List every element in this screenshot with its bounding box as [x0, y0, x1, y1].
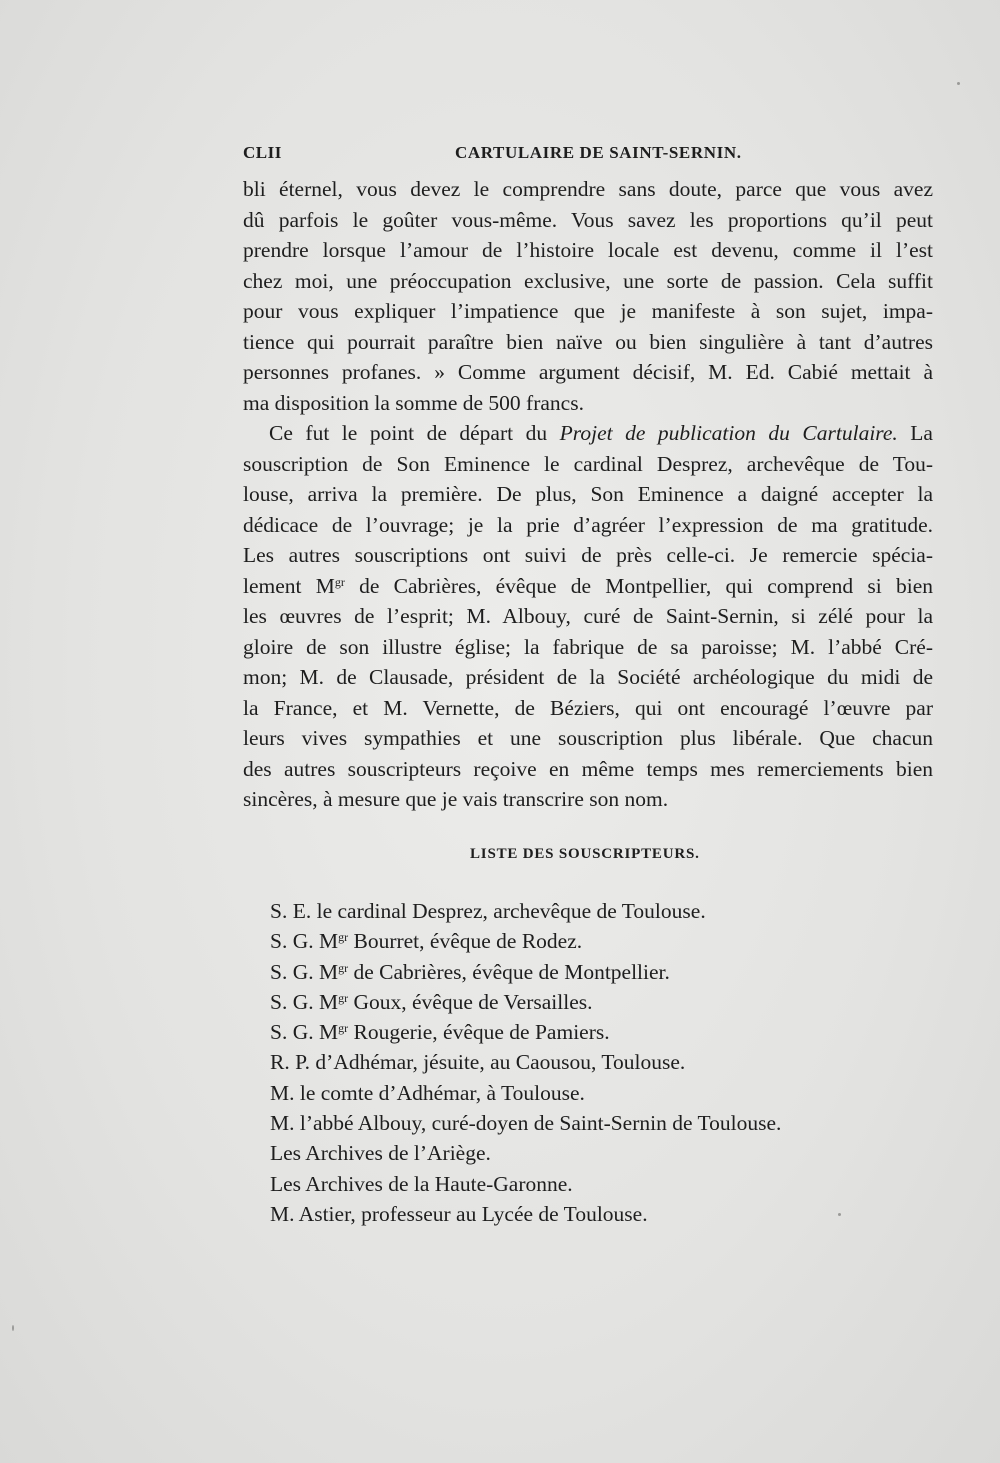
ink-speck	[957, 82, 960, 85]
body-line: pour vous expliquer l’impatience que je manifeste à son sujet, impa-	[243, 299, 933, 323]
superscript: gr	[334, 574, 345, 589]
text-run: lement M	[243, 573, 335, 598]
ink-speck	[838, 1213, 841, 1216]
superscript: gr	[338, 960, 349, 975]
text-run: S. G. M	[270, 959, 339, 984]
text-run: S. G. M	[270, 929, 339, 954]
body-line: ma disposition la somme de 500 francs.	[243, 390, 584, 415]
paragraph-line: sincères, à mesure que je vais transcrire son nom.	[243, 787, 669, 811]
superscript: gr	[338, 930, 349, 945]
body-line: chez moi, une préoccupation exclusive, une sorte de passion. Cela suffit	[243, 268, 933, 293]
running-title: CARTULAIRE DE SAINT-SERNIN.	[455, 143, 742, 162]
subscriber-entry: S. E. le cardinal Desprez, archevêque de Toulouse.	[270, 899, 706, 923]
text-run: Ce fut le point de départ du	[269, 421, 560, 445]
text-run: Rougerie, évêque de Pamiers.	[348, 1020, 610, 1045]
paragraph-line: Les autres souscriptions ont suivi de près celle-ci. Je remercie spécia-	[243, 543, 933, 567]
text-run: de Cabrières, évêque de Montpellier, qui comprend si bien	[344, 573, 933, 598]
subscriber-entry	[270, 987, 930, 1017]
subscriber-entry: Les Archives de la Haute-Garonne.	[270, 1171, 573, 1196]
subscriber-list	[270, 896, 930, 1229]
superscript: gr	[338, 1021, 349, 1036]
subscriber-entry: R. P. d’Adhémar, jésuite, au Caousou, Toulouse.	[270, 1050, 686, 1075]
subscriber-entry: M. l’abbé Albouy, curé-doyen de Saint-Sernin de Toulouse.	[270, 1111, 782, 1136]
paragraph-line	[243, 571, 933, 602]
subscriber-entry	[270, 1017, 930, 1047]
body-line: dû parfois le goûter vous-même. Vous savez les proportions qu’il peut	[243, 207, 933, 232]
paragraph-line	[243, 418, 933, 449]
paragraph-line: gloire de son illustre église; la fabrique de sa paroisse; M. l’abbé Cré-	[243, 634, 933, 659]
paragraph-line: mon; M. de Clausade, président de la Société archéologique du midi de	[243, 665, 933, 689]
body-line: personnes profanes. » Comme argument décisif, M. Ed. Cabié mettait à	[243, 360, 933, 384]
subscriber-entry: M. Astier, professeur au Lycée de Toulouse.	[270, 1201, 648, 1226]
page-folio: CLII	[243, 143, 282, 162]
text-run: Goux, évêque de Versailles.	[348, 989, 593, 1014]
text-run: La	[897, 421, 933, 445]
subscriber-entry	[270, 926, 930, 956]
list-heading: LISTE DES SOUSCRIPTEURS.	[470, 846, 700, 862]
text-run: Bourret, évêque de Rodez.	[348, 929, 583, 954]
body-text	[243, 174, 933, 815]
body-line: prendre lorsque l’amour de l’histoire locale est devenu, comme il l’est	[243, 238, 933, 262]
subscriber-entry: Les Archives de l’Ariège.	[270, 1141, 491, 1166]
body-line: bli éternel, vous devez le comprendre sans doute, parce que vous avez	[243, 177, 933, 201]
paragraph-line: louse, arriva la première. De plus, Son Eminence a daigné accepter la	[243, 482, 933, 506]
text-run: de Cabrières, évêque de Montpellier.	[348, 959, 670, 984]
paragraph-line: souscription de Son Eminence le cardinal Desprez, archevêque de Tou-	[243, 451, 933, 476]
subscriber-entry: M. le comte d’Adhémar, à Toulouse.	[270, 1080, 585, 1105]
subscriber-entry	[270, 957, 930, 987]
paragraph-line: des autres souscripteurs reçoive en même temps mes remerciements bien	[243, 756, 933, 781]
paragraph-line: la France, et M. Vernette, de Béziers, qui ont encouragé l’œuvre par	[243, 695, 933, 720]
text-run: S. G. M	[270, 1020, 339, 1045]
superscript: gr	[338, 990, 349, 1005]
paragraph-line: leurs vives sympathies et une souscription plus libérale. Que chacun	[243, 726, 933, 750]
text-run: S. G. M	[270, 989, 339, 1014]
ink-speck	[12, 1325, 14, 1331]
paragraph-line: les œuvres de l’esprit; M. Albouy, curé de Saint-Sernin, si zélé pour la	[243, 604, 933, 628]
body-line: tience qui pourrait paraître bien naïve ou bien singulière à tant d’autres	[243, 329, 933, 354]
paragraph-line: dédicace de l’ouvrage; je la prie d’agréer l’expression de ma gratitude.	[243, 512, 933, 537]
italic-title: Projet de publication du Cartulaire.	[559, 421, 898, 445]
running-head	[243, 143, 933, 167]
